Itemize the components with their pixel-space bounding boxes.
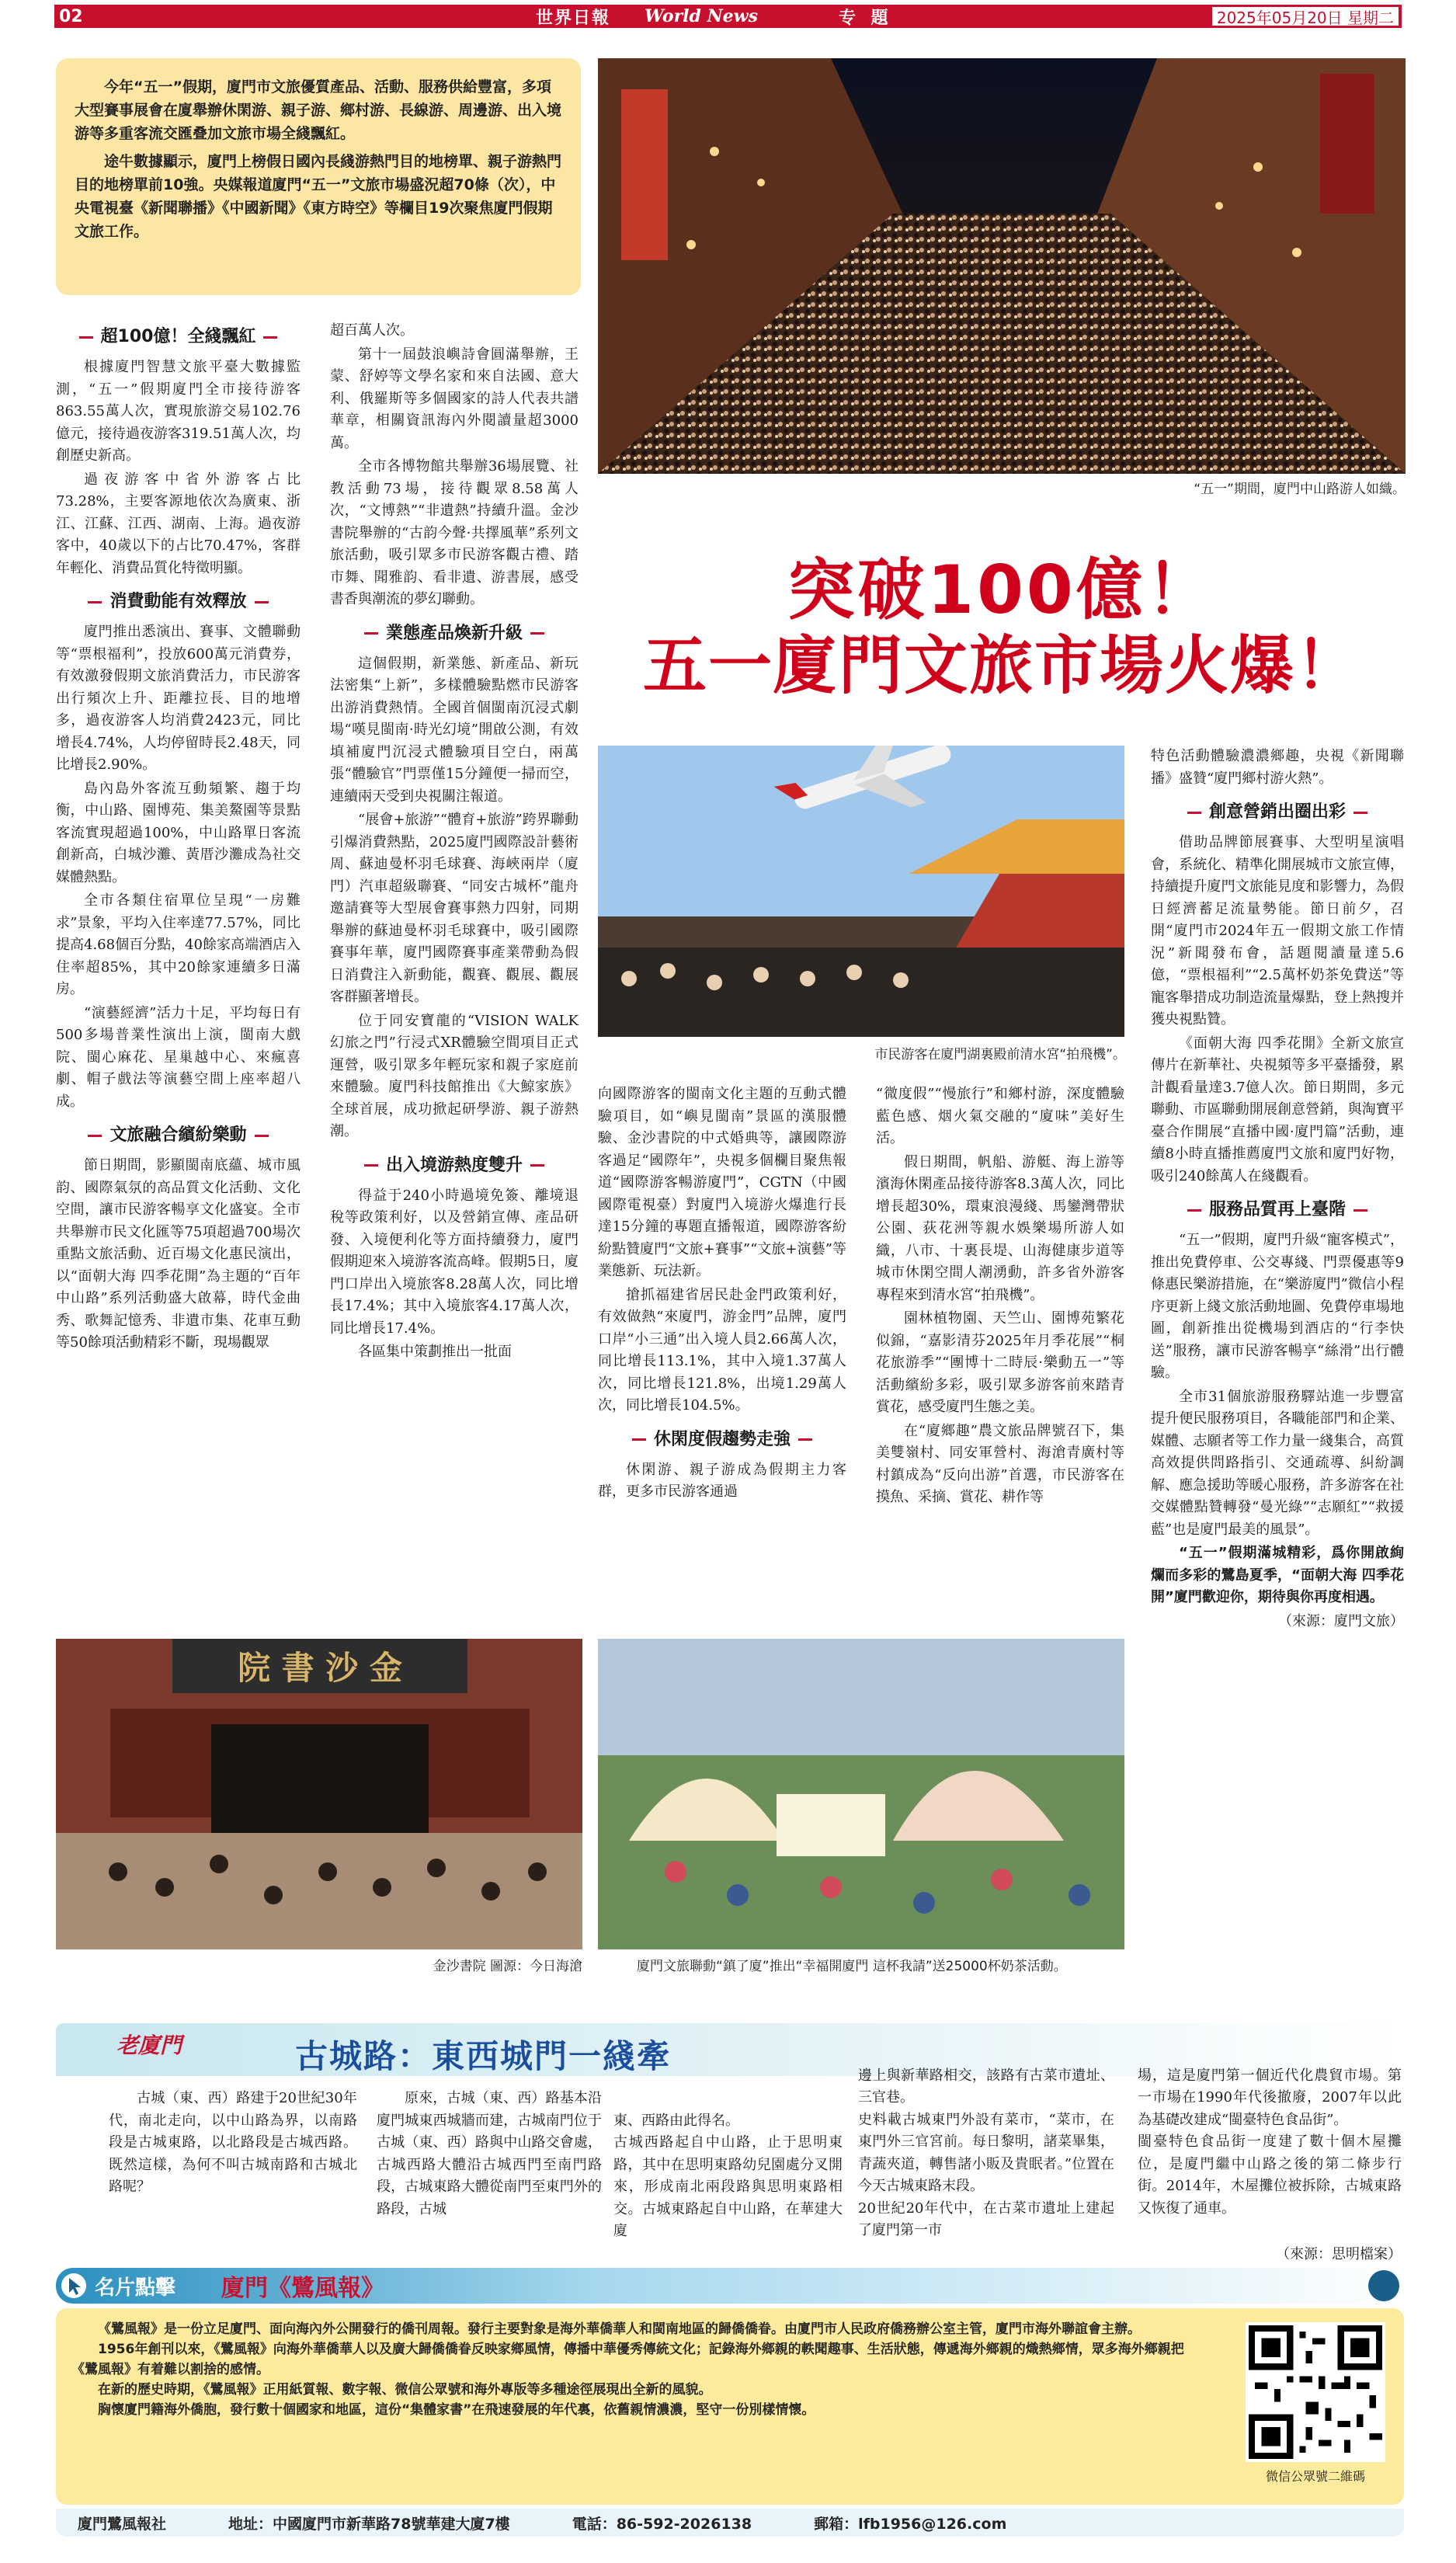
paragraph: “演藝經濟”活力十足，平均每日有500多場普業性演出上演，閩南大戲院、閩心麻花、星巢越中心、來瘋喜劇、帽子戲法等演藝空間上座率超八成。 (56, 1004, 301, 1110)
old-city-source: （來源：思明檔案） (1276, 2245, 1402, 2262)
paragraph: 全市各類住宿單位呈現“一房難求”景象，平均入住率達77.57%，同比提高4.68個百分點，40餘家高端酒店入住率超85%，其中20餘家連續多日滿房。 (56, 892, 301, 997)
paragraph: “微度假”“慢旅行”和鄉村游，深度體驗藍色感、烟火氣交融的“廈味”美好生活。 (876, 1086, 1124, 1146)
paragraph: 借助品牌節展賽事、大型明星演唱會，系統化、精準化開展城市文旅宣傳，持續提升廈門文旅能見度和影響力，為假日經濟蓄足流量勢能。節日前夕，召開“廈門市2024年五一假期文旅工作情況”新聞發布會，話題閱讀量達5.6億，“票根福利”“2.5萬杯奶茶免費送”等寵客舉措成功制造流量爆點，登上熱搜并獲央視點贊。 (1151, 834, 1404, 1028)
paragraph: 全市各博物館共舉辦36場展覽、社教活動73場，接待觀眾8.58萬人次，“文博熱”“非遺熱”持續升溫。金沙書院舉辦的“古韵今聲·共擇風華”系列文旅活動，吸引眾多市民游客觀古禮、踏市舞、聞雅韵、看非遺、游書展，感受書香與潮流的夢幻聯動。 (330, 458, 579, 607)
temple-photo-image (598, 746, 1124, 1037)
paper-name: 世界日報 (536, 8, 611, 28)
paragraph: 胸懷廈門籍海外僑胞，發行數十個國家和地區，這份“集體家書”在飛速發展的年代裏，依舊親情濃濃，堅守一份別樣情懷。 (98, 2402, 815, 2418)
paragraph: 1956年創刊以來，《鷺風報》向海外華僑華人以及廣大歸僑僑眷反映家鄉風情，傳播中華優秀傳統文化；記錄海外鄉親的軼聞趣事、生活狀態，傳遞海外鄉親的熾熱鄉情，眾多海外鄉親把《鷺風報》有着難以割捨的感情。 (71, 2342, 1184, 2377)
paragraph: 在“廈鄉趣”農文旅品牌號召下，集美雙嶺村、同安軍營村、海滄青廣村等村鎮成為“反向出游”首選，市民游客在摸魚、采摘、賞花、耕作等 (876, 1422, 1124, 1505)
academy-photo-caption: 金沙書院 圖源：今日海滄 (433, 1959, 582, 1974)
page-header (54, 5, 1402, 28)
paragraph: 全市31個旅游服務驛站進一步豐富提升便民服務項目，各職能部門和企業、媒體、志願者等工作力量一綫集合，高質高效提供問路指引、交通疏導、糾紛調解、應急援助等暖心服務，許多游客在社交媒體點贊轉發“曼光綠”“志願紅”“救援藍”也是廈門最美的風景”。 (1151, 1388, 1404, 1538)
closing-paragraph: “五一”假期滿城精彩，爲你開啟絢爛而多彩的鷺島夏季，“面朝大海 四季花開”廈門歡迎你，期待與你再度相遇。 (1151, 1545, 1404, 1605)
office-email: 郵箱：lfb1956@126.com (814, 2515, 1007, 2533)
paragraph: 場，這是廈門第一個近代化農貿市場。第一市場在1990年代後撤廢，2007年以此為基礎改建成“閩臺特色食品街”。 閩臺特色食品街一度建了數十個木屋攤位，是廈門繼中山路之後的第二條步行街。2014年，木屋攤位被拆除，古城東路又恢復了通車。 (1138, 2067, 1402, 2217)
paragraph: 各區集中策劃推出一批面 (358, 1344, 512, 1360)
paragraph: 根據廈門智慧文旅平臺大數據監測，“五一”假期廈門全市接待游客863.55萬人次，實現旅游交易102.76億元，接待過夜游客319.51萬人次，均創歷史新高。 (56, 359, 301, 464)
article-column-1 (56, 315, 301, 1356)
subheading: 創意營銷出圈出彩 (1151, 801, 1404, 824)
old-city-column-3 (613, 2088, 843, 2266)
qr-caption: 微信公眾號二維碼 (1265, 2469, 1365, 2484)
article-source: （來源：廈門文旅） (1278, 1612, 1404, 1629)
paragraph: 過夜游客中省外游客占比73.28%，主要客源地依次為廣東、浙江、江蘇、江西、湖南、上海。過夜游客中，40歲以下的占比70.47%，客群年輕化、消費品質化特徵明顯。 (56, 471, 301, 576)
paragraph: 邊上與新華路相交，該路有古菜市遺址、三官巷。 史料載古城東門外設有菜市，“菜市，在東門外三官宮前。每日黎明，諸菜畢集，青蔬夾道，轉售諸小販及貴眠者。”位置在今天古城東路末段。 20世紀20年代中，在古菜市遺址上建起了廈門第一市 (858, 2067, 1114, 2238)
tea-photo (598, 1639, 1124, 1949)
tea-photo-image (598, 1639, 1124, 1949)
paragraph: “展會+旅游”“體育+旅游”跨界聯動引爆消費熱點，2025廈門國際設計藝術周、蘇迪曼杯羽毛球賽、海峽兩岸（廈門）汽車超級聯賽、“同安古城杯”龍舟邀請賽等大型展會賽事熱力四射，同期舉辦的蘇迪曼杯羽毛球賽中，吸引國際賽事年華，廈門國際賽事產業帶動為假日消費注入新動能，觀賽、觀展、觀展客群顯著增長。 (330, 812, 579, 1005)
old-city-column-5 (1138, 2043, 1402, 2290)
paragraph: 假日期間，帆船、游艇、海上游等濱海休閑產品接待游客8.3萬人次，同比增長超30%，環東浪漫綫、馬鑾灣帶狀公園、荻花洲等親水娛樂場所游人如織，八市、十裏長堤、山海健康步道等城市休閑空間人潮湧動，許多省外游客專程來到清水宮“拍飛機”。 (876, 1153, 1124, 1303)
intro-box (56, 58, 581, 295)
paragraph: 廈門推出悉演出、賽事、文體聯動等“票根福利”，投放600萬元消費券，有效激發假期文旅消費活力，市民游客出行頻次上升、距離拉長、目的地增多，過夜游客人均消費2423元，同比增長4.74%，人均停留時長2.48天，同比增長2.90%。 (56, 624, 301, 773)
page-number: 02 (59, 6, 83, 26)
article-column-3 (598, 1083, 846, 1505)
article-column-4 (876, 1083, 1124, 1511)
paragraph: 得益于240小時過境免簽、離境退稅等政策利好，以及營銷宣傳、產品研發、入境便利化等方面持續發力，廈門假期迎來入境游客流高峰。假期5日，廈門口岸出入境旅客8.28萬人次，同比增長17.4%；其中入境旅客4.17萬人次，同比增長17.4%。 (330, 1187, 579, 1337)
crowd-photo-caption: “五一”期間，廈門中山路游人如織。 (1194, 482, 1406, 497)
intro-paragraph: 今年“五一”假期，廈門市文旅優質產品、活動、服務供給豐富，多項大型賽事展會在廈舉辦休閑游、親子游、鄉村游、長線游、周邊游、出入境游等多重客流交匯叠加文旅市場全綫飄紅。 (75, 78, 562, 142)
temple-photo-caption: 市民游客在廈門湖裏殿前清水宮“拍飛機”。 (874, 1047, 1126, 1062)
paragraph: 休閑游、親子游成為假期主力客群，更多市民游客通過 (598, 1461, 846, 1500)
paragraph: 位于同安寶龍的“VISION WALK幻旅之門”行浸式XR體驗空間項目正式運營，吸引眾多年輕玩家和親子家庭前來體驗。廈門科技館推出《大鯨家族》全球首展，成功掀起研學游、親子游熱潮。 (330, 1012, 579, 1139)
academy-photo (56, 1639, 582, 1949)
issue-date: 2025年05月20日 星期二 (1212, 7, 1399, 26)
paragraph: 《面朝大海 四季花開》全新文旅宣傳片在新華社、央視頻等多平臺播發，累計觀看量達3.7億人次。節日期間，多元聯動、市區聯動開展創意營銷，與淘寶平臺合作開展“直播中國·廈門篇”活動，連續8小時直播推薦廈門文旅和廈門好物，吸引240餘萬人在綫觀看。 (1151, 1035, 1404, 1184)
old-city-label: 老廈門 (116, 2033, 182, 2058)
paragraph: 《鷺風報》是一份立足廈門、面向海內外公開發行的僑刊周報。發行主要對象是海外華僑華人和閩南地區的歸僑僑眷。由廈門市人民政府僑務辦公室主管，廈門市海外聯誼會主辦。 (98, 2321, 1141, 2337)
article-column-2 (330, 320, 579, 1365)
mingpian-label: 名片點擊 (95, 2276, 176, 2300)
crowd-photo (598, 58, 1406, 474)
paragraph: 古城（東、西）路建于20世紀30年代，南北走向，以中山路為界，以南路段是古城東路，以北路段是古城西路。既然這樣，為何不叫古城南路和古城北路呢？ (109, 2090, 357, 2195)
paragraph: 節日期間，影顯閩南底蘊、城市風韵、國際氣氛的高品質文化活動、文化空間，讓市民游客暢享文化盛宴。全市共舉辦市民文化匯等75項超過700場次重點文旅活動、近百場文化惠民演出，以“面朝大海 四季花開”為主題的“百年中山路”系列活動盛大啟幕，時代金曲秀、歌舞記憶秀、非遺市集、花車互動等50餘項活動精彩不斷，現場觀眾 (56, 1157, 301, 1351)
subheading: 文旅融合繽紛樂動 (56, 1124, 301, 1147)
subheading: 休閑度假趨勢走強 (598, 1428, 846, 1452)
paragraph: 島內島外客流互動頻繁、趨于均衡，中山路、園博苑、集美鰲園等景點客流實現超過100%，中山路單日客流創新高，白城沙灘、黃厝沙灘成為社交媒體熱點。 (56, 780, 301, 885)
crowd-photo-image (598, 58, 1406, 474)
mouse-pointer-icon (61, 2273, 87, 2299)
academy-photo-image (56, 1639, 582, 1949)
subheading: 服務品質再上臺階 (1151, 1198, 1404, 1222)
contact-bar (56, 2509, 1404, 2537)
paragraph: 東、西路由此得名。 古城西路起自中山路，止于思明東路，其中在思明東路幼兒園處分叉開來，形成南北兩段路與思明東路相交。古城東路起自中山路，在華建大廈 (613, 2112, 843, 2239)
wechat-qr-code (1246, 2322, 1385, 2462)
subheading: 超100億！全綫飄紅 (56, 325, 301, 349)
headline (598, 551, 1406, 704)
old-city-column-2 (377, 2088, 602, 2222)
office-phone: 電話：86-592-2026138 (572, 2515, 752, 2533)
subheading: 出入境游熱度雙升 (330, 1154, 579, 1177)
paragraph: 園林植物園、天竺山、園博苑繁花似錦，“嘉影清芬2025年月季花展”“桐花旅游季”“團博十二時辰·樂動五一”等活動繽紛多彩，吸引眾多游客前來踏青賞花，感受廈門生態之美。 (876, 1310, 1124, 1415)
temple-photo (598, 746, 1124, 1037)
paragraph: “五一”假期，廈門升級“寵客模式”，推出免費停車、公交專綫、門票優惠等9條惠民樂游措施，在“樂游廈門”微信小程序更新上綫文旅活動地圖、免費停車場地圖，創新推出從機場到酒店的“行李快送”服務，讓市民游客暢享“絲滑”出行體驗。 (1151, 1232, 1404, 1381)
old-city-title: 古城路：東西城門一綫牽 (295, 2037, 672, 2075)
qr-code-image (1249, 2325, 1382, 2459)
paragraph: 向國際游客的閩南文化主題的互動式體驗項目，如“嶼見閩南”景區的漢服體驗、金沙書院的中式婚典等，讓國際游客過足“國際年”，央視多個欄目聚焦報道“國際游客暢游廈門”，CGTN（中國國際電視臺）對廈門入境游火爆進行長達15分鐘的專題直播報道，國際游客紛紛點贊廈門“文旅+賽事”“文旅+演藝”等業態新、玩法新。 (598, 1086, 846, 1279)
mingpian-text (71, 2319, 1205, 2420)
paragraph: 搶抓福建省居民赴金門政策利好，有效做熱“來廈門，游金門”品牌，廈門口岸“小三通”出入境人員2.66萬人次，同比增長113.1%，其中入境1.37萬人次，同比增長121.8%，出境1.29萬人次，同比增長104.5%。 (598, 1286, 846, 1414)
office-name: 廈門鷺風報社 (78, 2515, 167, 2533)
paragraph: 第十一屆鼓浪嶼詩會圓滿舉辦，王蒙、舒婷等文學名家和來自法國、意大利、俄羅斯等多個國家的詩人代表共譜華章，相關資訊海內外閱讀量超3000萬。 (330, 346, 579, 451)
mingpian-title: 廈門《鷺風報》 (221, 2275, 384, 2302)
subheading: 消費動能有效釋放 (56, 590, 301, 614)
office-address: 地址：中國廈門市新華路78號華建大廈7樓 (228, 2515, 510, 2533)
article-column-5 (1151, 746, 1404, 1634)
academy-sign-text: 院 書 沙 金 (238, 1649, 402, 1687)
old-city-column-4 (858, 2043, 1114, 2266)
old-city-column-1 (109, 2088, 357, 2200)
headline-line-2: 五一廈門文旅市場火爆！ (642, 629, 1360, 703)
section-name: 专 題 (839, 8, 893, 28)
paragraph: 超百萬人次。 (330, 322, 414, 339)
intro-paragraph: 途牛數據顯示，廈門上榜假日國內長綫游熱門目的地榜單、親子游熱門目的地榜單前10強。央媒報道廈門“五一”文旅市場盛況超70條（次），中央電視臺《新聞聯播》《中國新聞》《東方時空》等欄目19次聚焦廈門假期文旅工作。 (75, 153, 562, 240)
headline-line-1: 突破100億！ (787, 551, 1216, 629)
paragraph: 原來，古城（東、西）路基本沿廈門城東西城牆而建，古城南門位于古城（東、西）路與中山路交會處，古城西路大體沿古城西門至南門路段，古城東路大體從南門至東門外的路段，古城 (377, 2090, 602, 2217)
paragraph: 在新的歷史時期，《鷺風報》正用紙質報、數字報、微信公眾號和海外專版等多種途徑展現出全新的風貌。 (98, 2382, 712, 2398)
paper-name-en: World News (645, 6, 759, 26)
paragraph: 特色活動體驗濃濃鄉趣，央視《新聞聯播》盛贊“廈門鄉村游火熱”。 (1151, 748, 1404, 787)
tea-photo-caption: 廈門文旅聯動“鎮了廈”推出“幸福開廈門 這杯我請”送25000杯奶茶活動。 (637, 1959, 1067, 1974)
subheading: 業態產品煥新升級 (330, 622, 579, 645)
paragraph: 這個假期，新業態、新產品、新玩法密集“上新”，多樣體驗點燃市民游客出游消費熱情。全國首個閩南沉浸式劇場“嘆見閩南·時光幻境”開啟公測，有效填補廈門沉浸式體驗項目空白，兩萬張“體驗官”門票僅15分鐘便一掃而空，連續兩天受到央視關注報道。 (330, 655, 579, 805)
